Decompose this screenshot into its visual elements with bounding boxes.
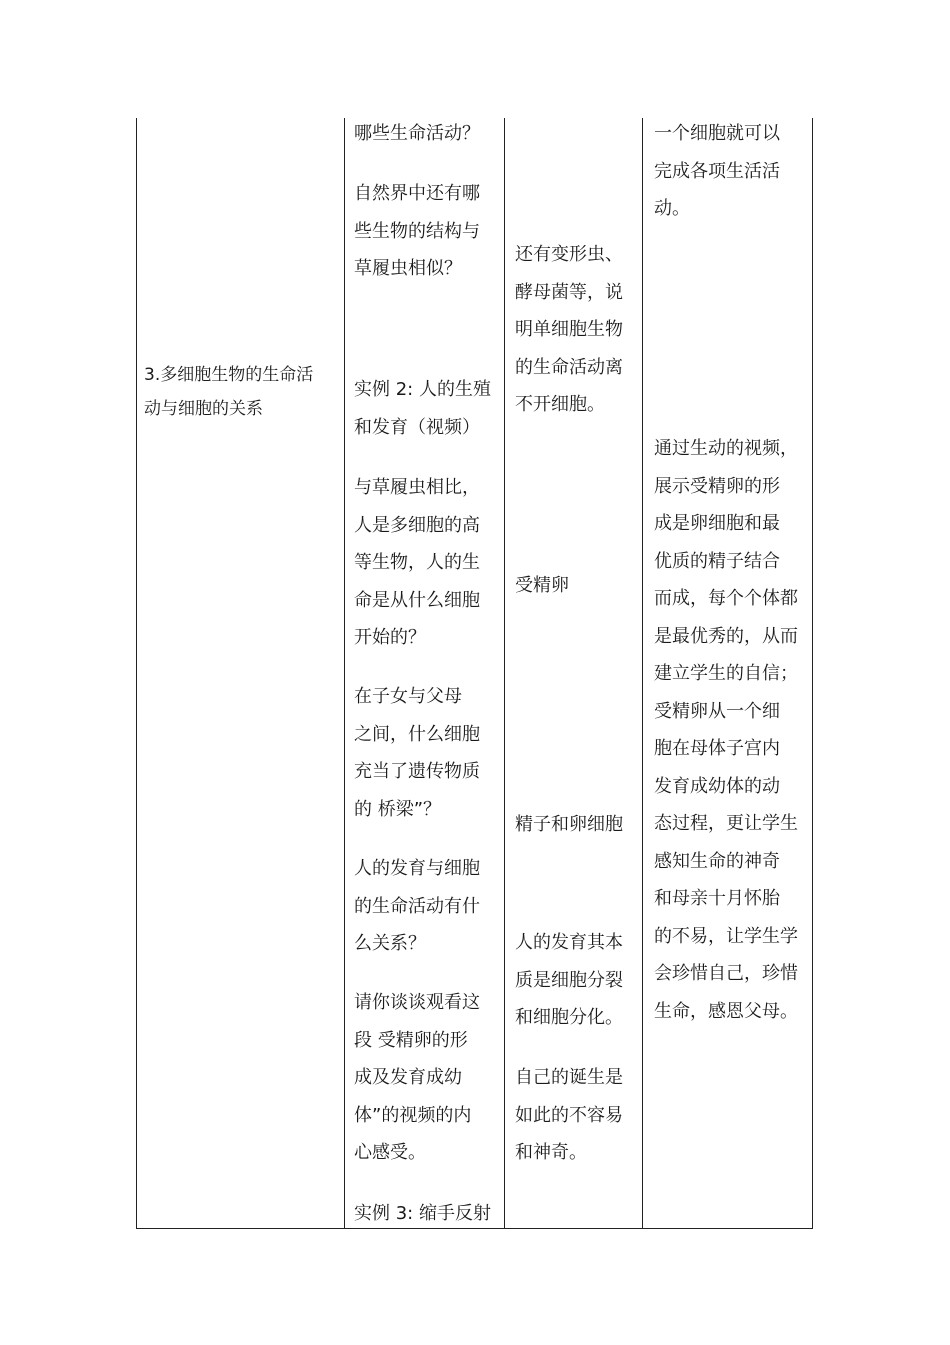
intent-line: 和母亲十月怀胎	[654, 888, 780, 909]
answer-line: 还有变形虫、	[515, 244, 623, 265]
answer-line: 和神奇。	[515, 1142, 587, 1163]
question-line: 些生物的结构与	[354, 220, 480, 242]
question-block	[354, 678, 480, 828]
answer-block	[515, 1059, 623, 1172]
answer-line: 人的发育其本	[515, 932, 623, 953]
topic-line: 3.多细胞生物的生命活	[144, 365, 314, 385]
question-block	[354, 175, 480, 288]
question-line: 之间，什么细胞	[354, 723, 480, 745]
question-line: 开始的？	[354, 627, 426, 648]
question-line: 实例 2: 人的生殖	[354, 379, 491, 400]
answer-block	[515, 236, 623, 424]
column-divider	[344, 118, 345, 1229]
question-line: 自然界中还有哪	[354, 183, 480, 204]
answer-line: 和细胞分化。	[515, 1007, 623, 1028]
question-block	[354, 115, 480, 153]
question-line: 人是多细胞的高	[354, 514, 480, 536]
question-line: 在子女与父母	[354, 686, 462, 707]
topic-cell	[144, 358, 313, 426]
answer-block	[515, 924, 623, 1037]
question-line: 哪些生命活动？	[354, 123, 480, 144]
intent-line: 而成，每个个体都	[654, 588, 798, 609]
topic-line: 动与细胞的关系	[144, 399, 263, 419]
column-divider	[504, 118, 505, 1229]
intent-line: 发育成幼体的动	[654, 775, 780, 797]
intent-line: 建立学生的自信；	[654, 663, 798, 684]
answer-line: 明单细胞生物	[515, 319, 623, 340]
intent-line: 的不易，让学生学	[654, 925, 798, 947]
lesson-plan-table	[136, 118, 812, 1229]
intent-line: 感知生命的神奇	[654, 850, 780, 872]
intent-line: 通过生动的视频，	[654, 438, 798, 459]
intent-line: 胞在母体子宫内	[654, 738, 780, 759]
table-border-right	[812, 118, 813, 1229]
intent-block	[654, 115, 780, 228]
answer-line: 的生命活动离	[515, 356, 623, 378]
question-block	[354, 469, 480, 657]
answer-line: 精子和卵细胞	[515, 814, 623, 835]
question-line: 等生物，人的生	[354, 552, 480, 573]
intent-line: 态过程，更让学生	[654, 813, 798, 834]
answer-line: 如此的不容易	[515, 1104, 623, 1126]
answer-block	[515, 567, 569, 605]
intent-line: 受精卵从一个细	[654, 700, 780, 722]
intent-line: 动。	[654, 198, 690, 219]
question-line: 么关系？	[354, 933, 426, 954]
column-divider	[642, 118, 643, 1229]
question-line: 请你谈谈观看这	[354, 992, 480, 1013]
intent-line: 成是卵细胞和最	[654, 513, 780, 534]
question-line: 充当了遗传物质	[354, 761, 480, 782]
answer-line: 自己的诞生是	[515, 1067, 623, 1088]
question-line: 心感受。	[354, 1142, 426, 1163]
question-block	[354, 850, 480, 963]
question-line: 草履虫相似？	[354, 258, 462, 279]
question-line: 段 受精卵的形	[354, 1029, 468, 1051]
intent-line: 完成各项生活活	[654, 160, 780, 182]
answer-line: 受精卵	[515, 575, 569, 596]
example-3-block	[354, 1195, 491, 1233]
question-line: 体”的视频的内	[354, 1104, 472, 1126]
answer-block	[515, 806, 623, 844]
question-line: 实例 3: 缩手反射	[354, 1203, 491, 1224]
example-2-block	[354, 371, 491, 446]
question-line: 的 桥梁”？	[354, 798, 442, 820]
intent-line: 生命，感恩父母。	[654, 1000, 798, 1022]
question-line: 的生命活动有什	[354, 895, 480, 917]
question-line: 和发育（视频）	[354, 416, 480, 438]
question-line: 成及发育成幼	[354, 1067, 462, 1088]
question-line: 与草履虫相比，	[354, 477, 480, 498]
question-line: 命是从什么细胞	[354, 589, 480, 611]
answer-line: 酵母菌等，说	[515, 281, 623, 303]
intent-line: 会珍惜自己，珍惜	[654, 963, 798, 984]
answer-line: 质是细胞分裂	[515, 969, 623, 991]
intent-line: 一个细胞就可以	[654, 123, 780, 144]
answer-line: 不开细胞。	[515, 394, 605, 415]
question-line: 人的发育与细胞	[354, 858, 480, 879]
intent-line: 优质的精子结合	[654, 550, 780, 572]
table-border-left	[136, 118, 137, 1229]
question-block	[354, 984, 480, 1172]
intent-line: 是最优秀的，从而	[654, 625, 798, 647]
intent-line: 展示受精卵的形	[654, 475, 780, 497]
intent-block	[654, 430, 798, 1030]
